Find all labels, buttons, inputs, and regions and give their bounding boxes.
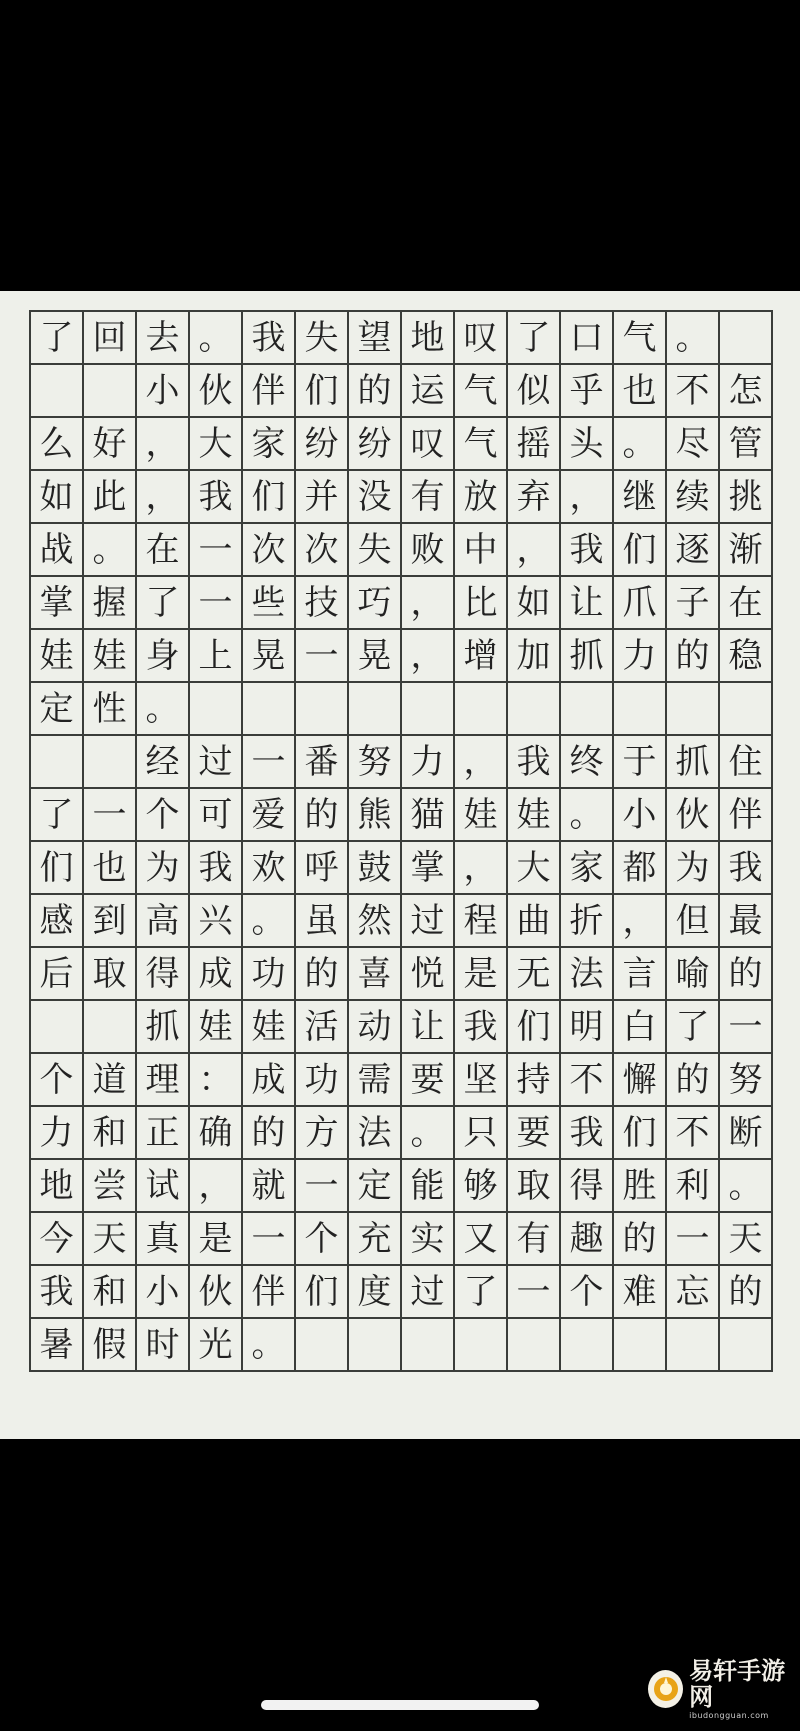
grid-cell: 我 [508, 736, 561, 789]
grid-cell: 渐 [720, 524, 773, 577]
grid-cell: 。 [561, 789, 614, 842]
grid-cell [508, 1319, 561, 1372]
grid-cell: 。 [243, 1319, 296, 1372]
grid-cell: 曲 [508, 895, 561, 948]
grid-cell: 娃 [190, 1001, 243, 1054]
grid-cell: 的 [349, 365, 402, 418]
grid-cell: ： [190, 1054, 243, 1107]
grid-cell: 子 [667, 577, 720, 630]
grid-cell: 叹 [455, 312, 508, 365]
grid-cell: 忘 [667, 1266, 720, 1319]
grid-cell: 地 [402, 312, 455, 365]
grid-cell: 乎 [561, 365, 614, 418]
grid-cell: 不 [667, 365, 720, 418]
grid-cell: 。 [402, 1107, 455, 1160]
grid-cell: 暑 [31, 1319, 84, 1372]
grid-cell: 到 [84, 895, 137, 948]
sun-badge-icon [648, 1670, 683, 1708]
grid-cell: 让 [402, 1001, 455, 1054]
grid-cell: 娃 [508, 789, 561, 842]
grid-cell: 掌 [31, 577, 84, 630]
grid-cell [243, 683, 296, 736]
grid-cell: 定 [31, 683, 84, 736]
grid-cell: 失 [349, 524, 402, 577]
grid-cell: 抓 [137, 1001, 190, 1054]
grid-cell: 假 [84, 1319, 137, 1372]
home-indicator[interactable] [261, 1700, 539, 1710]
grid-cell: ， [137, 471, 190, 524]
grid-cell: 趣 [561, 1213, 614, 1266]
grid-cell: 并 [296, 471, 349, 524]
grid-cell: 今 [31, 1213, 84, 1266]
grid-cell [349, 683, 402, 736]
grid-cell [720, 1319, 773, 1372]
grid-cell: 们 [243, 471, 296, 524]
grid-cell: 有 [508, 1213, 561, 1266]
watermark-title: 易轩手游网 [689, 1656, 786, 1712]
grid-cell: 们 [614, 1107, 667, 1160]
grid-cell: ， [561, 471, 614, 524]
grid-cell: 们 [614, 524, 667, 577]
grid-cell: 持 [508, 1054, 561, 1107]
grid-cell: 需 [349, 1054, 402, 1107]
grid-cell: 虽 [296, 895, 349, 948]
grid-cell: 继 [614, 471, 667, 524]
grid-cell [31, 365, 84, 418]
grid-cell: 头 [561, 418, 614, 471]
grid-cell [720, 683, 773, 736]
grid-cell: 天 [84, 1213, 137, 1266]
grid-cell [84, 736, 137, 789]
grid-cell: 了 [137, 577, 190, 630]
grid-cell: 个 [31, 1054, 84, 1107]
grid-cell: 努 [349, 736, 402, 789]
grid-cell: 无 [508, 948, 561, 1001]
grid-cell: 伴 [243, 1266, 296, 1319]
grid-cell: 过 [190, 736, 243, 789]
grid-cell: 败 [402, 524, 455, 577]
grid-cell: 懈 [614, 1054, 667, 1107]
grid-cell: 了 [31, 312, 84, 365]
grid-cell: 是 [455, 948, 508, 1001]
grid-cell: 我 [190, 842, 243, 895]
grid-cell: 的 [720, 1266, 773, 1319]
grid-cell: 有 [402, 471, 455, 524]
grid-cell: 兴 [190, 895, 243, 948]
grid-cell: 们 [31, 842, 84, 895]
grid-cell: 们 [296, 365, 349, 418]
grid-cell: 一 [190, 524, 243, 577]
grid-cell: 气 [455, 365, 508, 418]
grid-cell: 家 [561, 842, 614, 895]
grid-cell: 喻 [667, 948, 720, 1001]
grid-cell [667, 1319, 720, 1372]
grid-cell: 成 [243, 1054, 296, 1107]
grid-cell: 就 [243, 1160, 296, 1213]
grid-cell: 个 [137, 789, 190, 842]
grid-cell: 取 [508, 1160, 561, 1213]
grid-cell: 光 [190, 1319, 243, 1372]
essay-paper [0, 291, 800, 1439]
grid-cell: 弃 [508, 471, 561, 524]
grid-cell: 个 [296, 1213, 349, 1266]
grid-cell: 番 [296, 736, 349, 789]
grid-cell: 也 [614, 365, 667, 418]
grid-cell: 怎 [720, 365, 773, 418]
grid-cell: 一 [190, 577, 243, 630]
grid-cell: 实 [402, 1213, 455, 1266]
grid-cell: 然 [349, 895, 402, 948]
grid-cell: 回 [84, 312, 137, 365]
grid-cell: 我 [190, 471, 243, 524]
grid-cell: 爱 [243, 789, 296, 842]
grid-cell: 娃 [243, 1001, 296, 1054]
grid-cell: 管 [720, 418, 773, 471]
grid-cell: 程 [455, 895, 508, 948]
grid-cell: 地 [31, 1160, 84, 1213]
grid-cell: ， [455, 736, 508, 789]
grid-cell: 伙 [190, 365, 243, 418]
grid-cell: 好 [84, 418, 137, 471]
grid-cell: 此 [84, 471, 137, 524]
grid-cell: 。 [137, 683, 190, 736]
grid-cell: 口 [561, 312, 614, 365]
grid-cell: 法 [349, 1107, 402, 1160]
grid-cell: 都 [614, 842, 667, 895]
grid-cell: 我 [455, 1001, 508, 1054]
grid-cell: 稳 [720, 630, 773, 683]
grid-cell: ， [402, 630, 455, 683]
grid-cell: 力 [31, 1107, 84, 1160]
grid-cell: 纷 [349, 418, 402, 471]
grid-cell: 放 [455, 471, 508, 524]
grid-cell: 得 [561, 1160, 614, 1213]
grid-cell: 得 [137, 948, 190, 1001]
grid-cell: 失 [296, 312, 349, 365]
grid-cell: 们 [508, 1001, 561, 1054]
grid-cell: 巧 [349, 577, 402, 630]
grid-cell: 些 [243, 577, 296, 630]
grid-cell: 悦 [402, 948, 455, 1001]
grid-cell: ， [137, 418, 190, 471]
grid-cell: 时 [137, 1319, 190, 1372]
grid-cell: 胜 [614, 1160, 667, 1213]
grid-cell: 。 [614, 418, 667, 471]
grid-cell: 伙 [667, 789, 720, 842]
grid-cell: 不 [561, 1054, 614, 1107]
grid-cell: 欢 [243, 842, 296, 895]
grid-cell: 呼 [296, 842, 349, 895]
grid-cell: 过 [402, 895, 455, 948]
grid-cell: 过 [402, 1266, 455, 1319]
grid-cell: 抓 [561, 630, 614, 683]
grid-cell: 比 [455, 577, 508, 630]
grid-cell [614, 1319, 667, 1372]
grid-cell: 次 [243, 524, 296, 577]
grid-cell [720, 312, 773, 365]
grid-cell: 法 [561, 948, 614, 1001]
grid-cell: 们 [296, 1266, 349, 1319]
grid-cell: 气 [614, 312, 667, 365]
grid-cell: 一 [296, 1160, 349, 1213]
grid-cell: ， [508, 524, 561, 577]
grid-cell: 的 [720, 948, 773, 1001]
grid-cell: 挑 [720, 471, 773, 524]
grid-cell: 增 [455, 630, 508, 683]
grid-cell: ， [402, 577, 455, 630]
grid-cell: 。 [190, 312, 243, 365]
grid-cell [349, 1319, 402, 1372]
grid-cell: 动 [349, 1001, 402, 1054]
grid-cell: 喜 [349, 948, 402, 1001]
grid-cell: 的 [667, 630, 720, 683]
grid-cell: 高 [137, 895, 190, 948]
grid-cell: 了 [667, 1001, 720, 1054]
grid-cell: 熊 [349, 789, 402, 842]
grid-cell: 正 [137, 1107, 190, 1160]
grid-cell: 确 [190, 1107, 243, 1160]
grid-cell: 。 [243, 895, 296, 948]
grid-cell: 努 [720, 1054, 773, 1107]
grid-cell: 为 [667, 842, 720, 895]
grid-cell: ， [614, 895, 667, 948]
grid-cell: 天 [720, 1213, 773, 1266]
grid-cell: 尝 [84, 1160, 137, 1213]
grid-cell: 试 [137, 1160, 190, 1213]
grid-cell: 伴 [720, 789, 773, 842]
grid-cell: 感 [31, 895, 84, 948]
grid-cell: 终 [561, 736, 614, 789]
grid-cell: 可 [190, 789, 243, 842]
grid-cell [84, 1001, 137, 1054]
grid-cell: 我 [561, 524, 614, 577]
grid-cell: 一 [243, 1213, 296, 1266]
grid-cell: 最 [720, 895, 773, 948]
grid-cell: 取 [84, 948, 137, 1001]
grid-cell: 利 [667, 1160, 720, 1213]
grid-cell [402, 1319, 455, 1372]
grid-cell: 性 [84, 683, 137, 736]
grid-cell: 要 [402, 1054, 455, 1107]
grid-cell: 一 [84, 789, 137, 842]
grid-cell: 次 [296, 524, 349, 577]
grid-cell: 成 [190, 948, 243, 1001]
grid-cell: 言 [614, 948, 667, 1001]
grid-cell: 度 [349, 1266, 402, 1319]
grid-cell: 晃 [243, 630, 296, 683]
grid-cell: 上 [190, 630, 243, 683]
grid-cell: 似 [508, 365, 561, 418]
grid-cell: 在 [720, 577, 773, 630]
grid-cell: 方 [296, 1107, 349, 1160]
grid-cell: 去 [137, 312, 190, 365]
grid-cell: 道 [84, 1054, 137, 1107]
grid-cell [31, 736, 84, 789]
grid-cell: 望 [349, 312, 402, 365]
grid-cell: 小 [137, 1266, 190, 1319]
grid-cell: 大 [190, 418, 243, 471]
grid-cell: 加 [508, 630, 561, 683]
grid-cell: 逐 [667, 524, 720, 577]
grid-cell: 。 [667, 312, 720, 365]
grid-cell: 鼓 [349, 842, 402, 895]
grid-cell: 经 [137, 736, 190, 789]
grid-cell: 也 [84, 842, 137, 895]
grid-cell [561, 1319, 614, 1372]
grid-cell: 又 [455, 1213, 508, 1266]
grid-cell: 力 [614, 630, 667, 683]
grid-cell: 如 [508, 577, 561, 630]
grid-cell: 运 [402, 365, 455, 418]
grid-cell [296, 683, 349, 736]
grid-cell: 娃 [31, 630, 84, 683]
grid-cell: 技 [296, 577, 349, 630]
watermark-subtitle: ibudongguan.com [689, 1710, 769, 1720]
grid-cell: 的 [667, 1054, 720, 1107]
grid-cell [402, 683, 455, 736]
grid-cell: 功 [243, 948, 296, 1001]
grid-cell: 没 [349, 471, 402, 524]
grid-cell: 的 [614, 1213, 667, 1266]
essay-grid [29, 310, 773, 1372]
grid-cell: 猫 [402, 789, 455, 842]
grid-cell: 战 [31, 524, 84, 577]
grid-cell [296, 1319, 349, 1372]
grid-cell: 伴 [243, 365, 296, 418]
grid-cell [561, 683, 614, 736]
grid-cell: 大 [508, 842, 561, 895]
grid-cell: 摇 [508, 418, 561, 471]
grid-cell: 不 [667, 1107, 720, 1160]
grid-cell: 难 [614, 1266, 667, 1319]
grid-cell: 活 [296, 1001, 349, 1054]
grid-cell [84, 365, 137, 418]
grid-cell: 。 [720, 1160, 773, 1213]
grid-cell: 为 [137, 842, 190, 895]
grid-cell: 个 [561, 1266, 614, 1319]
grid-cell: 么 [31, 418, 84, 471]
grid-cell: 小 [137, 365, 190, 418]
grid-cell: 定 [349, 1160, 402, 1213]
grid-cell: 一 [508, 1266, 561, 1319]
grid-cell [31, 1001, 84, 1054]
grid-cell: 能 [402, 1160, 455, 1213]
grid-cell: 理 [137, 1054, 190, 1107]
grid-cell: 我 [720, 842, 773, 895]
grid-cell: 真 [137, 1213, 190, 1266]
grid-cell: 一 [720, 1001, 773, 1054]
grid-cell: 坚 [455, 1054, 508, 1107]
grid-cell: 纷 [296, 418, 349, 471]
grid-cell: 掌 [402, 842, 455, 895]
grid-cell: 和 [84, 1266, 137, 1319]
grid-cell: 我 [561, 1107, 614, 1160]
grid-cell: 晃 [349, 630, 402, 683]
grid-cell: 和 [84, 1107, 137, 1160]
grid-cell: 了 [508, 312, 561, 365]
grid-cell: 功 [296, 1054, 349, 1107]
grid-cell: 叹 [402, 418, 455, 471]
grid-cell: 如 [31, 471, 84, 524]
grid-cell: 在 [137, 524, 190, 577]
grid-cell: 伙 [190, 1266, 243, 1319]
grid-cell [455, 683, 508, 736]
grid-cell: 一 [296, 630, 349, 683]
grid-cell [667, 683, 720, 736]
grid-cell: 小 [614, 789, 667, 842]
grid-cell: 充 [349, 1213, 402, 1266]
grid-cell: 的 [296, 948, 349, 1001]
grid-cell: 的 [243, 1107, 296, 1160]
grid-cell: 的 [296, 789, 349, 842]
grid-cell: 握 [84, 577, 137, 630]
grid-cell: 折 [561, 895, 614, 948]
grid-cell: 后 [31, 948, 84, 1001]
grid-cell: 白 [614, 1001, 667, 1054]
grid-cell: 续 [667, 471, 720, 524]
grid-cell: 明 [561, 1001, 614, 1054]
grid-cell: 断 [720, 1107, 773, 1160]
grid-cell: 要 [508, 1107, 561, 1160]
grid-cell: 抓 [667, 736, 720, 789]
grid-cell [455, 1319, 508, 1372]
grid-cell [190, 683, 243, 736]
grid-cell [614, 683, 667, 736]
grid-cell: 够 [455, 1160, 508, 1213]
grid-cell: 家 [243, 418, 296, 471]
grid-cell: 但 [667, 895, 720, 948]
grid-cell: 娃 [455, 789, 508, 842]
grid-cell: ， [455, 842, 508, 895]
grid-cell: 尽 [667, 418, 720, 471]
grid-cell: 住 [720, 736, 773, 789]
grid-cell: 力 [402, 736, 455, 789]
watermark [648, 1658, 800, 1720]
grid-cell: 于 [614, 736, 667, 789]
grid-cell: 一 [243, 736, 296, 789]
grid-cell: 爪 [614, 577, 667, 630]
grid-cell: 身 [137, 630, 190, 683]
grid-cell: 气 [455, 418, 508, 471]
grid-cell: 中 [455, 524, 508, 577]
grid-cell [508, 683, 561, 736]
grid-cell: 我 [31, 1266, 84, 1319]
grid-cell: 了 [31, 789, 84, 842]
grid-cell: 让 [561, 577, 614, 630]
grid-cell: 只 [455, 1107, 508, 1160]
grid-cell: ， [190, 1160, 243, 1213]
grid-cell: 娃 [84, 630, 137, 683]
grid-cell: 了 [455, 1266, 508, 1319]
grid-cell: 我 [243, 312, 296, 365]
grid-cell: 是 [190, 1213, 243, 1266]
grid-cell: 一 [667, 1213, 720, 1266]
grid-cell: 。 [84, 524, 137, 577]
